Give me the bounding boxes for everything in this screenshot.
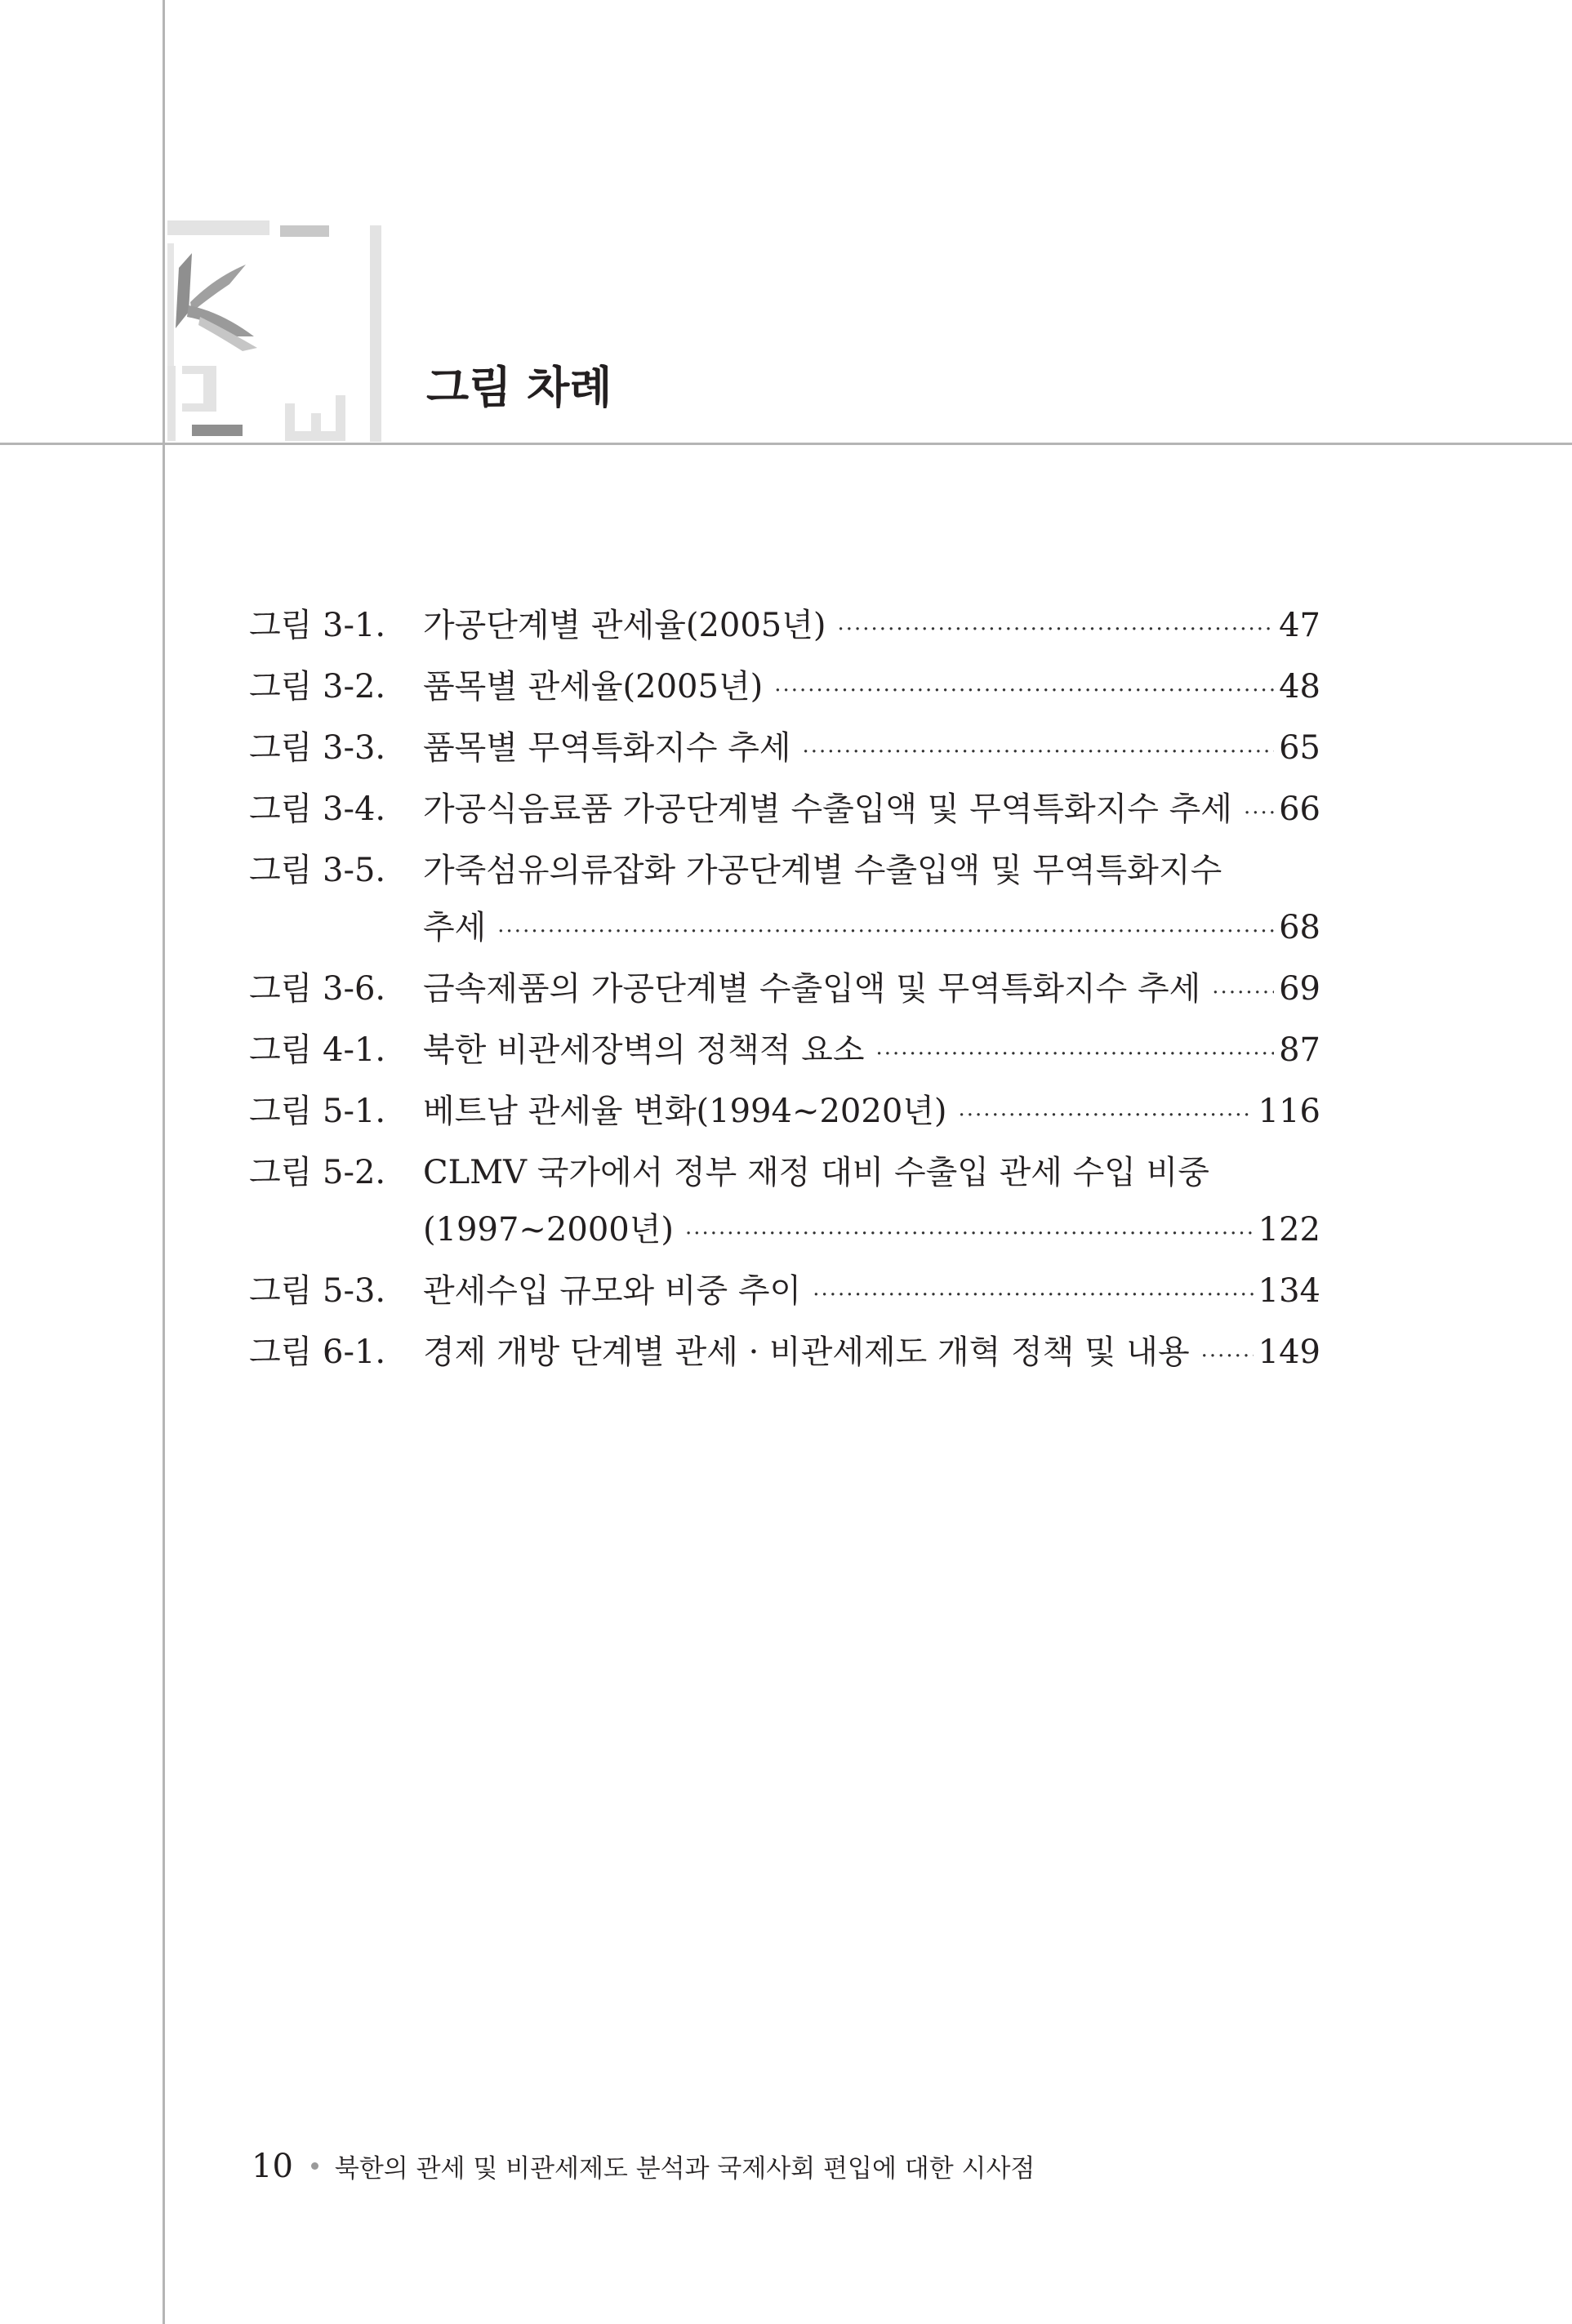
toc-entry[interactable]: [249, 597, 1320, 658]
dot-leader: [875, 1026, 1274, 1083]
toc-entry-label: 그림 3-6.: [249, 970, 386, 1008]
toc-entry-label: 그림 3-5.: [249, 852, 386, 889]
bullet-icon: [311, 2162, 318, 2170]
toc-entry-page: 122: [1258, 1211, 1320, 1249]
toc-entry[interactable]: [249, 842, 1320, 960]
dot-leader: [685, 1205, 1254, 1262]
toc-entry[interactable]: [249, 1324, 1320, 1385]
toc-entry-title: 가죽섬유의류잡화 가공단계별 수출입액 및 무역특화지수: [423, 852, 1222, 889]
toc-entry-label: 그림 6-1.: [249, 1333, 386, 1371]
toc-entry-title: 가공단계별 관세율(2005년): [423, 607, 826, 644]
toc-entry-page: 68: [1279, 909, 1320, 946]
toc-entry[interactable]: [249, 1262, 1320, 1324]
dot-leader: [497, 903, 1274, 960]
toc-entry[interactable]: [249, 719, 1320, 781]
toc-entry[interactable]: [249, 1144, 1320, 1262]
toc-entry[interactable]: [249, 781, 1320, 842]
toc-entry-title: 품목별 관세율(2005년): [423, 668, 764, 706]
dot-leader: [1244, 785, 1274, 842]
page-footer: [252, 2148, 1035, 2185]
figure-list: [249, 597, 1320, 1385]
toc-entry[interactable]: [249, 658, 1320, 719]
toc-entry-label: 그림 3-1.: [249, 607, 386, 644]
toc-entry-title-continued: (1997~2000년): [423, 1211, 674, 1249]
toc-entry-page: 48: [1279, 668, 1320, 706]
toc-entry-label: 그림 3-3.: [249, 729, 386, 767]
dot-leader: [774, 662, 1274, 719]
toc-entry-title: 베트남 관세율 변화(1994~2020년): [423, 1093, 947, 1130]
toc-entry-title: 북한 비관세장벽의 정책적 요소: [423, 1031, 865, 1069]
running-title: 북한의 관세 및 비관세제도 분석과 국제사회 편입에 대한 시사점: [334, 2154, 1035, 2184]
toc-entry-label: 그림 5-3.: [249, 1272, 386, 1310]
toc-entry-label: 그림 5-2.: [249, 1154, 386, 1191]
dot-leader: [1201, 1328, 1254, 1385]
toc-entry-page: 47: [1279, 607, 1320, 644]
header-rule: [0, 443, 1572, 445]
toc-entry-page: 149: [1258, 1333, 1320, 1371]
toc-entry-label: 그림 5-1.: [249, 1093, 386, 1130]
dot-leader: [837, 601, 1274, 658]
dot-leader: [802, 723, 1274, 781]
toc-entry-label: 그림 3-4.: [249, 790, 386, 828]
dot-leader: [1212, 964, 1274, 1022]
section-heading: 그림 차례: [426, 362, 612, 413]
page-number: 10: [252, 2148, 293, 2185]
dot-leader: [959, 1087, 1254, 1144]
toc-entry[interactable]: [249, 960, 1320, 1022]
toc-entry[interactable]: [249, 1022, 1320, 1083]
vertical-margin-rule: [163, 0, 165, 2324]
toc-entry-title: 가공식음료품 가공단계별 수출입액 및 무역특화지수 추세: [423, 790, 1232, 828]
toc-entry-page: 69: [1279, 970, 1320, 1008]
toc-entry[interactable]: [249, 1083, 1320, 1144]
toc-entry-title: 금속제품의 가공단계별 수출입액 및 무역특화지수 추세: [423, 970, 1201, 1008]
toc-entry-page: 116: [1258, 1093, 1320, 1130]
kiep-logo-icon: [167, 220, 390, 443]
toc-entry-label: 그림 4-1.: [249, 1031, 386, 1069]
toc-entry-title-continued: 추세: [423, 909, 487, 946]
toc-entry-label: 그림 3-2.: [249, 668, 386, 706]
toc-entry-title: 경제 개방 단계별 관세 · 비관세제도 개혁 정책 및 내용: [423, 1333, 1190, 1371]
toc-entry-page: 65: [1279, 729, 1320, 767]
toc-entry-title: 품목별 무역특화지수 추세: [423, 729, 791, 767]
toc-entry-title: CLMV 국가에서 정부 재정 대비 수출입 관세 수입 비중: [423, 1154, 1209, 1191]
toc-entry-page: 66: [1279, 790, 1320, 828]
toc-entry-page: 134: [1258, 1272, 1320, 1310]
toc-entry-title: 관세수입 규모와 비중 추이: [423, 1272, 802, 1310]
toc-entry-page: 87: [1279, 1031, 1320, 1069]
dot-leader: [813, 1267, 1253, 1324]
